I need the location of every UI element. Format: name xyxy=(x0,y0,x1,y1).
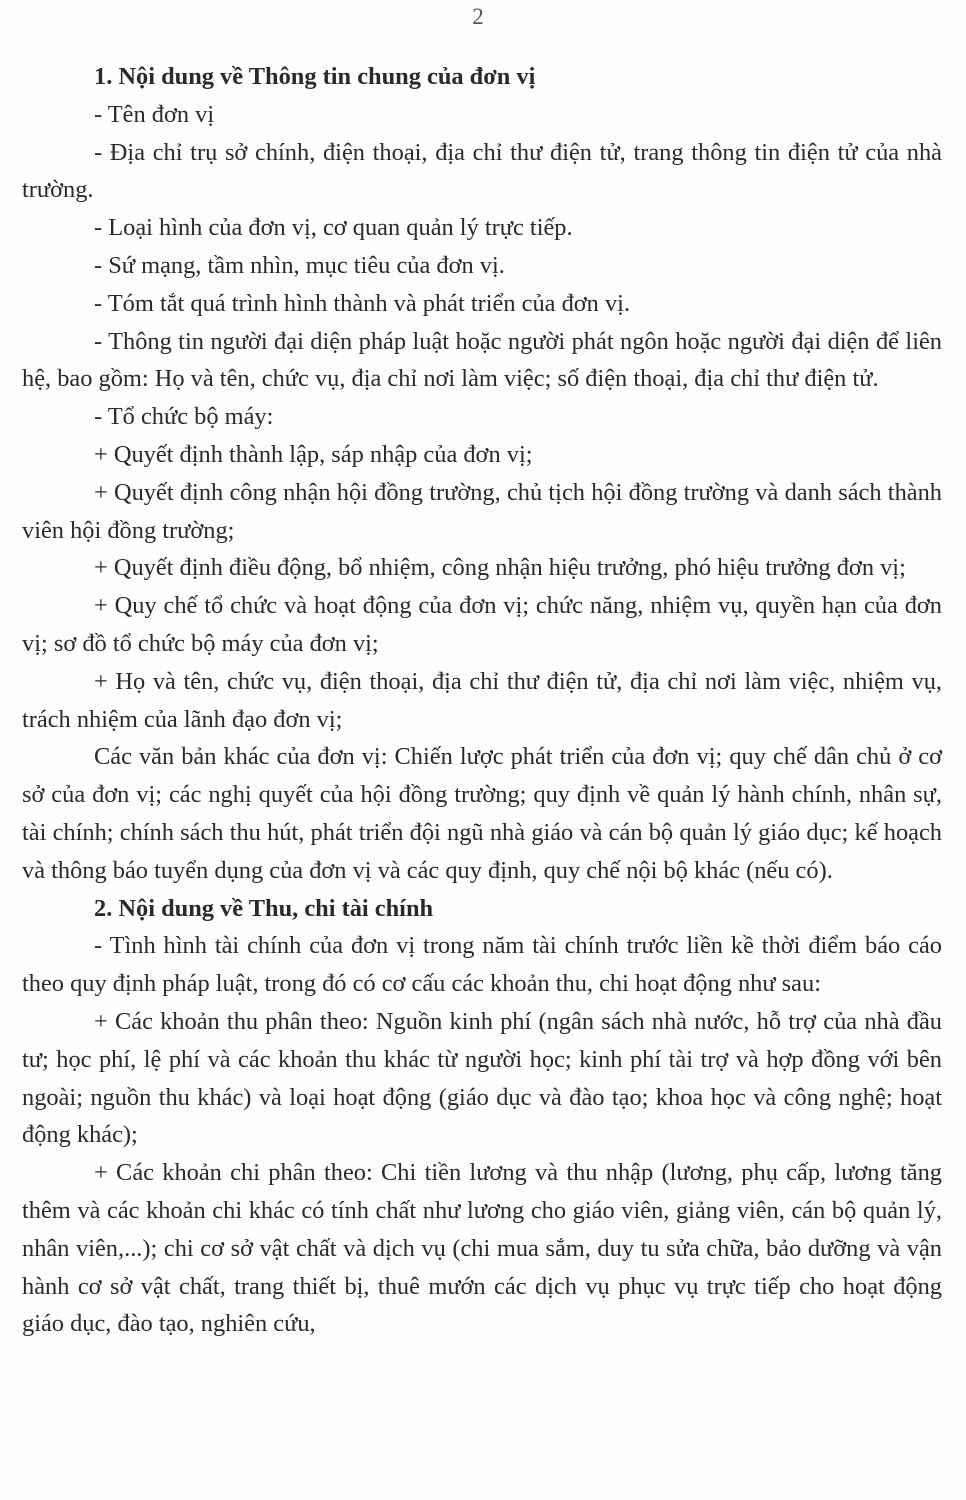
section-1-paragraph: - Loại hình của đơn vị, cơ quan quản lý trực tiếp. xyxy=(94,214,573,242)
section-1-paragraph: Các văn bản khác của đơn vị: Chiến lược phát triển của đơn vị; quy chế dân chủ ở cơ sở của đơn vị; các nghị quyết của hội đồng trường; quy định về quản lý hành chính, nhân sự, tài chính; chính sách thu hút, phát triển đội ngũ nhà giáo và cán bộ quản lý giáo dục; kế hoạch và thông báo tuyển dụng của đơn vị và các quy định, quy chế nội bộ khác (nếu có). xyxy=(22,743,942,884)
section-1-paragraph: - Tóm tắt quá trình hình thành và phát triển của đơn vị. xyxy=(94,289,631,317)
section-1-paragraph: + Quy chế tổ chức và hoạt động của đơn vị; chức năng, nhiệm vụ, quyền hạn của đơn vị; sơ đồ tổ chức bộ máy của đơn vị; xyxy=(22,592,942,657)
section-1-paragraph: - Sứ mạng, tầm nhìn, mục tiêu của đơn vị. xyxy=(94,251,505,279)
section-1-paragraph: - Tên đơn vị xyxy=(94,100,215,128)
section-1-paragraph: + Họ và tên, chức vụ, điện thoại, địa chỉ thư điện tử, địa chỉ nơi làm việc, nhiệm vụ, trách nhiệm của lãnh đạo đơn vị; xyxy=(22,667,942,733)
section-1-paragraph: + Quyết định công nhận hội đồng trường, chủ tịch hội đồng trường và danh sách thành viên hội đồng trường; xyxy=(22,478,942,544)
section-2-paragraph: + Các khoản chi phân theo: Chi tiền lương và thu nhập (lương, phụ cấp, lương tăng thêm và các khoản chi khác có tính chất như lương cho giáo viên, giảng viên, cán bộ quản lý, nhân viên,...); chi cơ sở vật chất và dịch vụ (chi mua sắm, duy tu sửa chữa, bảo dưỡng và vận hành cơ sở vật chất, trang thiết bị, thuê mướn các dịch vụ phục vụ trực tiếp cho hoạt động giáo dục, đào tạo, nghiên cứu, xyxy=(22,1159,942,1338)
page-number: 2 xyxy=(472,4,484,29)
section-2-paragraph: - Tình hình tài chính của đơn vị trong năm tài chính trước liền kề thời điểm báo cáo theo quy định pháp luật, trong đó có cơ cấu các khoản thu, chi hoạt động như sau: xyxy=(22,932,942,998)
section-1-paragraph: - Địa chỉ trụ sở chính, điện thoại, địa chỉ thư điện tử, trang thông tin điện tử của nhà trường. xyxy=(22,138,942,204)
section-2-paragraph: + Các khoản thu phân theo: Nguồn kinh phí (ngân sách nhà nước, hỗ trợ của nhà đầu tư; học phí, lệ phí và các khoản thu khác từ người học; kinh phí tài trợ và hợp đồng với bên ngoài; nguồn thu khác) và loại hoạt động (giáo dục và đào tạo; khoa học và công nghệ; hoạt động khác); xyxy=(22,1007,942,1149)
section-1-paragraph: + Quyết định thành lập, sáp nhập của đơn vị; xyxy=(94,440,533,468)
section-1-paragraph: - Tổ chức bộ máy: xyxy=(94,403,274,431)
section-1-paragraph: - Thông tin người đại diện pháp luật hoặc người phát ngôn hoặc người đại diện để liên hệ, bao gồm: Họ và tên, chức vụ, địa chỉ nơi làm việc; số điện thoại, địa chỉ thư điện tử. xyxy=(22,327,942,393)
document-body xyxy=(22,58,942,1343)
section-1-heading: 1. Nội dung về Thông tin chung của đơn vị xyxy=(94,63,536,90)
section-2-heading: 2. Nội dung về Thu, chi tài chính xyxy=(94,894,434,922)
section-1-paragraph: + Quyết định điều động, bổ nhiệm, công nhận hiệu trưởng, phó hiệu trưởng đơn vị; xyxy=(94,554,906,582)
